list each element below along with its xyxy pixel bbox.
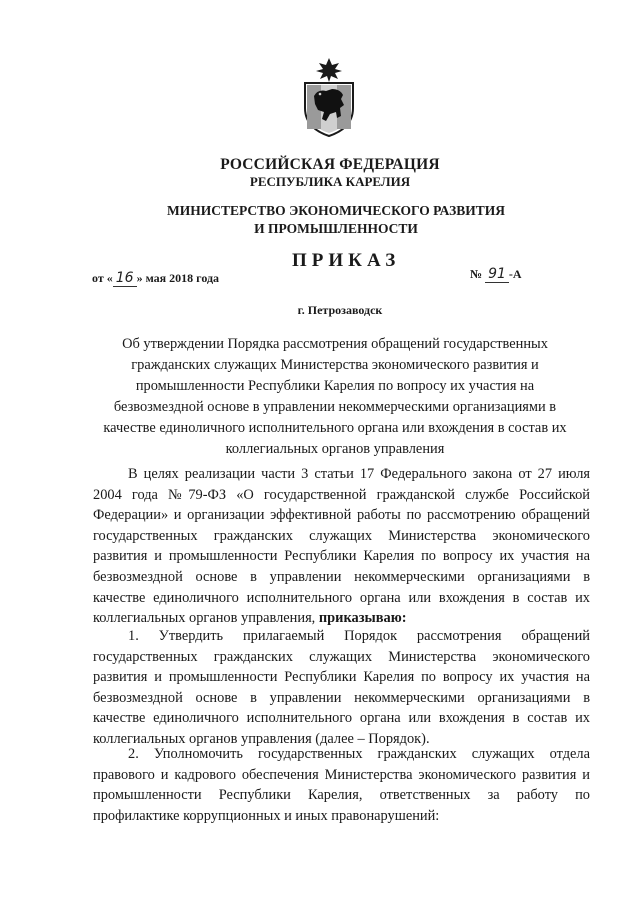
preamble-paragraph [93,464,590,629]
order-number [470,266,522,283]
clause-2 [93,744,590,826]
republic-title: РЕСПУБЛИКА КАРЕЛИЯ [249,174,411,189]
date-day-handwritten: 16 [113,270,137,287]
date-prefix: от « [92,271,113,285]
ministry-title-line2: И ПРОМЫШЛЕННОСТИ [254,221,418,236]
preamble-text: В целях реализации части 3 статьи 17 Федерального закона от 27 июля 2004 года №79-ФЗ «О государственной гражданской службе Российской Федерации» и организации эффективной работы по рассмотрению обращений государственных гражданских служащих Министерства экономического развития и промышленности Республики Карелия по вопросу их участия на безвозмездной основе в управлении некоммерческими организациями в качестве единоличного исполнительного органа или вхождения в состав их коллегиальных органов управления, [93,466,590,627]
order-date [92,270,219,287]
order-subject: Об утверждении Порядка рассмотрения обращений государственных гражданских служащих Министерства экономического развития и промышленности Республики Карелия по вопросу их участия на безвозмездной основе в управлении некоммерческими организациями в качестве единоличного исполнительного органа или вхождения в состав их коллегиальных органов управления [103,336,567,457]
document-type-title: ПРИКАЗ [292,250,401,271]
clause-1-text: 1. Утвердить прилагаемый Порядок рассмотрения обращений государственных гражданских служащих Министерства экономического развития и промышленности Республики Карелия по вопросу их участия на безвозмездной основе в управлении некоммерческими организациями в качестве единоличного исполнительного органа или вхождения в состав их коллегиальных органов управления (далее – Порядок). [93,628,590,747]
number-suffix: -А [508,267,522,281]
clause-1 [93,626,590,750]
ministry-title-line1: МИНИСТЕРСТВО ЭКОНОМИЧЕСКОГО РАЗВИТИЯ [167,203,505,218]
karelia-coat-of-arms-icon [296,56,362,138]
number-prefix: № [470,267,483,281]
date-suffix: » мая 2018 года [136,271,220,285]
number-handwritten: 91 [485,266,509,283]
clause-2-text: 2. Уполномочить государственных гражданских служащих отдела правового и кадрового обеспечения Министерства экономического развития и промышленности Республики Карелия, ответственных за работу по профилактике коррупционных и иных правонарушений: [93,746,590,824]
federation-title: РОССИЙСКАЯ ФЕДЕРАЦИЯ [220,156,440,173]
city-line: г. Петрозаводск [297,303,383,317]
order-keyword: приказываю: [318,610,407,627]
